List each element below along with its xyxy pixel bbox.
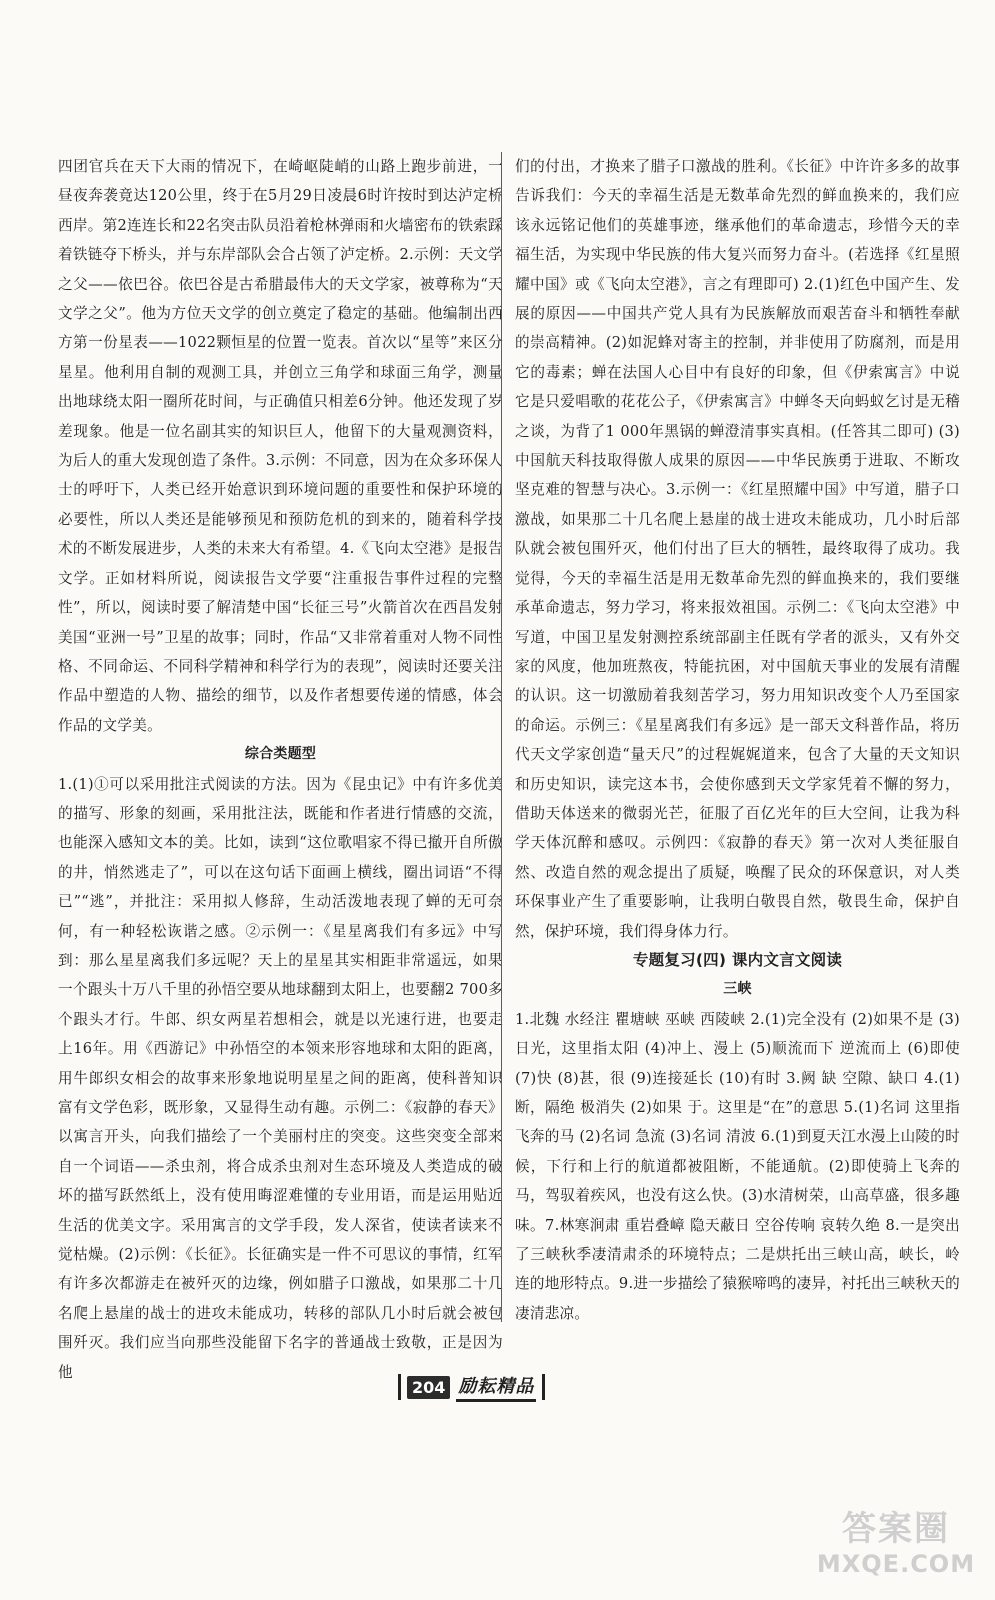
answer-paragraph: 1.北魏 水经注 瞿塘峡 巫峡 西陵峡 2.(1)完全没有 (2)如果不是 (3)日光，这里指太阳 (4)冲上、漫上 (5)顺流而下 逆流而上 (6)即使 (7)快 (8)甚，很 (9)连接延长 (10)有时 3.阙 缺 空隙、缺口 4.(1)断，隔绝 极消失 (2)如果 于。这里是“在”的意思 5.(1)名词 这里指飞奔的马 (2)名词 急流 (3)名词 清波 6.(1)到夏天江水漫上山陵的时候，下行和上行的航道都被阻断，不能通航。(2)即使骑上飞奔的马，驾驭着疾风，也没有这么快。(3)水清树荣，山高草盛，很多趣味。7.林寒涧肃 重岩叠嶂 隐天蔽日 空谷传响 哀转久绝 8.一是突出了三峡秋季凄清肃杀的环境特点；二是烘托出三峡山高，峡长，岭连的地形特点。9.进一步描绘了猿猴啼鸣的凄异，衬托出三峡秋天的凄清悲凉。 [515,1010,960,1322]
answer-paragraph: 们的付出，才换来了腊子口激战的胜利。《长征》中许许多多的故事告诉我们：今天的幸福生活是无数革命先烈的鲜血换来的，我们应该永远铭记他们的英雄事迹，继承他们的革命遗志，珍惜今天的幸福生活，为实现中华民族的伟大复兴而努力奋斗。(若选择《红星照耀中国》或《飞向太空港》，言之有理即可) 2.(1)红色中国产生、发展的原因——中国共产党人具有为民族解放而艰苦奋斗和牺牲奉献的崇高精神。(2)如泥蜂对寄主的控制，并非使用了防腐剂，而是用它的毒素；蝉在法国人心目中有良好的印象，但《伊索寓言》中说它是只爱唱歌的花花公子，《伊索寓言》中蝉冬天向蚂蚁乞讨是无稽之谈，为背了1 000年黑锅的蝉澄清事实真相。(任答其二即可) (3)中国航天科技取得傲人成果的原因——中华民族勇于进取、不断攻坚克难的智慧与决心。3.示例一：《红星照耀中国》中写道，腊子口激战，如果那二十几名爬上悬崖的战士进攻未能成功，几小时后部队就会被包围歼灭，他们付出了巨大的牺牲，最终取得了成功。我觉得，今天的幸福生活是用无数革命先烈的鲜血换来的，我们要继承革命遗志，努力学习，将来报效祖国。示例二：《飞向太空港》中写道，中国卫星发射测控系统部副主任既有学者的派头，又有外交家的风度，他加班熬夜，特能抗困，对中国航天事业的发展有清醒的认识。这一切激励着我刻苦学习，努力用知识改变个人乃至国家的命运。示例三：《星星离我们有多远》是一部天文科普作品，将历代天文学家创造“量天尺”的过程娓娓道来，包含了大量的天文知识和历史知识，读完这本书，会使你感到天文学家凭着不懈的努力，借助天体送来的微弱光芒，征服了百亿光年的巨大空间，让我为科学天体沉醉和感叹。示例四：《寂静的春天》第一次对人类征服自然、改造自然的观念提出了质疑，唤醒了民众的环保意识，对人类环保事业产生了重要影响，让我明白敬畏自然，敬畏生命，保护自然，保护环境，我们得身体力行。 [515,158,960,940]
right-column [515,152,960,1328]
answer-paragraph: 四团官兵在天下大雨的情况下，在崎岖陡峭的山路上跑步前进，一昼夜奔袭竟达120公里，终于在5月29日凌晨6时许按时到达泸定桥西岸。第2连连长和22名突击队员沿着枪林弹雨和火墙密布的铁索踩着铁链夺下桥头，并与东岸部队会合占领了泸定桥。2.示例：天文学之父——依巴谷。依巴谷是古希腊最伟大的天文学家，被尊称为“天文学之父”。他为方位天文学的创立奠定了稳定的基础。他编制出西方第一份星表——1022颗恒星的位置一览表。首次以“星等”来区分星星。他利用自制的观测工具，并创立三角学和球面三角学，测量出地球绕太阳一圈所花时间，与正确值只相差6分钟。他还发现了岁差现象。他是一位名副其实的知识巨人，他留下的大量观测资料，为后人的重大发现创造了条件。3.示例：不同意，因为在众多环保人士的呼吁下，人类已经开始意识到环境问题的重要性和保护环境的必要性，所以人类还是能够预见和预防危机的到来的，随着科学技术的不断发展进步，人类的未来大有希望。4.《飞向太空港》是报告文学。正如材料所说，阅读报告文学要“注重报告事件过程的完整性”，所以，阅读时要了解清楚中国“长征三号”火箭首次在西昌发射美国“亚洲一号”卫星的故事；同时，作品“又非常着重对人物不同性格、不同命运、不同科学精神和科学行为的表现”，阅读时还要关注作品中塑造的人物、描绘的细节，以及作者想要传递的情感，体会作品的文学美。 [58,158,503,734]
section-subheading: 三峡 [723,981,752,998]
answer-paragraph: 1.(1)①可以采用批注式阅读的方法。因为《昆虫记》中有许多优美的描写、形象的刻画，采用批注法，既能和作者进行情感的交流，也能深入感知文本的美。比如，读到“这位歌唱家不得已撤开自所傲的井，悄然逃走了”，可以在这句话下面画上横线，圈出词语“不得已”“逃”，并批注：采用拟人修辞，生动活泼地表现了蝉的无可奈何，有一种轻松诙谐之感。②示例一：《星星离我们有多远》中写到：那么星星离我们多远呢？天上的星星其实相距非常遥远，如果一个跟头十万八千里的孙悟空要从地球翻到太阳上，也要翻2 700多个跟头才行。牛郎、织女两星若想相会，就是以光速行进，也要走上16年。用《西游记》中孙悟空的本领来形容地球和太阳的距离，用牛郎织女相会的故事来形象地说明星星之间的距离，使科普知识富有文学色彩，既形象，又显得生动有趣。示例二：《寂静的春天》以寓言开头，向我们描绘了一个美丽村庄的突变。这些突变全部来自一个词语——杀虫剂，将合成杀虫剂对生态环境及人类造成的破坏的描写跃然纸上，没有使用晦涩难懂的专业用语，而是运用贴近生活的优美文字。采用寓言的文学手段，发人深省，使读者读来不觉枯燥。(2)示例：《长征》。长征确实是一件不可思议的事情，红军有许多次都游走在被歼灭的边缘，例如腊子口激战，如果那二十几名爬上悬崖的战士的进攻未能成功，转移的部队几小时后就会被包围歼灭。我们应当向那些没能留下名字的普通战士致敬，正是因为他 [58,775,503,1381]
section-heading: 专题复习(四) 课内文言文阅读 [632,950,843,969]
footer-bar-right [542,1374,545,1400]
section-subheading: 综合类题型 [244,746,317,763]
page-number: 204 [407,1376,450,1399]
column-divider [501,152,502,1322]
watermark [811,1501,981,1578]
watermark-title: 答案圈 [842,1509,950,1549]
page-footer [398,1372,545,1402]
left-column [58,152,503,1387]
watermark-url: MXQE.COM [816,1550,976,1578]
brand-logo-text: 励耘精品 [456,1372,536,1402]
footer-bar-left [398,1374,401,1400]
